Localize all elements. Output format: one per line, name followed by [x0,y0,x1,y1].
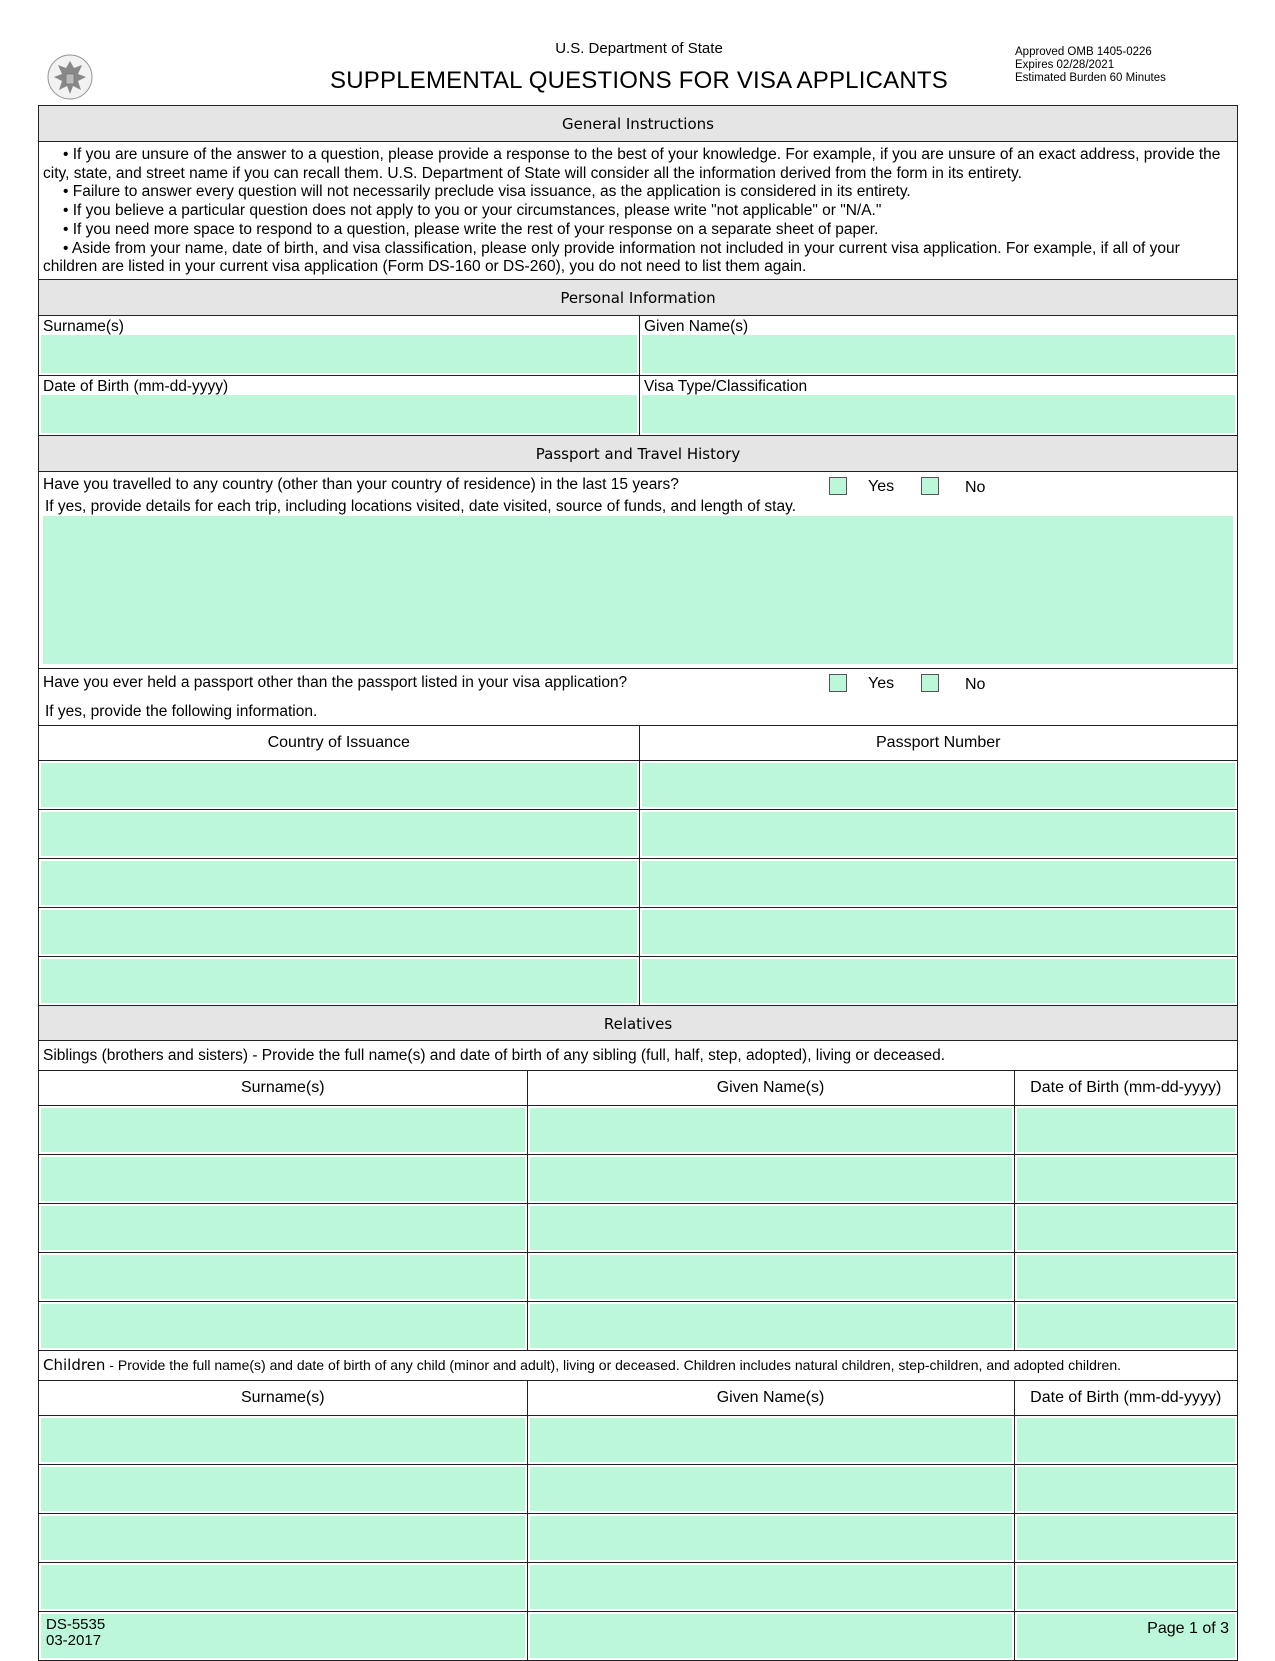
form-title: SUPPLEMENTAL QUESTIONS FOR VISA APPLICANTS [330,67,948,94]
col-surname: Surname(s) [39,1381,527,1416]
col-country-of-issuance: Country of Issuance [39,726,639,761]
passport-sub-instruction: If yes, provide the following information. [39,699,1237,726]
col-surname: Surname(s) [39,1071,527,1106]
passport-question-text: Have you ever held a passport other than the passport listed in your visa application? [43,673,628,691]
form-id: DS-5535 [46,1616,106,1633]
instruction-item: • If you are unsure of the answer to a question, please provide a response to the best of your knowledge. For example, if you are unsure of an exact address, provide the city, state, and street name if you can recall them. U.S. Department of State will consider all the information derived from the form in its entirety. [43,146,1221,182]
instruction-item: • Failure to answer every question will not necessarily preclude visa issuance, as the application is considered in its entirety. [63,183,911,201]
omb-info [1015,46,1166,85]
travel-yes-label: Yes [868,477,895,495]
section-personal-information: Personal Information [39,280,1237,316]
table-row [39,858,1237,907]
section-passport-travel: Passport and Travel History [39,436,1237,472]
table-row [39,760,1237,809]
given-name-cell [639,316,1237,375]
sibling-given-name-field[interactable] [530,1157,1012,1201]
sibling-surname-field[interactable] [41,1255,525,1299]
travel-sub-instruction: If yes, provide details for each trip, including locations visited, date visited, source of funds, and length of stay. [45,497,797,515]
passport-table [39,726,1237,1005]
child-given-name-field[interactable] [530,1418,1012,1462]
visa-type-field[interactable] [642,395,1235,433]
country-field[interactable] [41,861,637,905]
instructions-list [39,142,1237,280]
col-date-of-birth: Date of Birth (mm-dd-yyyy) [1014,1381,1237,1416]
passport-number-field[interactable] [642,763,1236,807]
child-given-name-field[interactable] [530,1614,1012,1658]
travel-yes-checkbox[interactable] [829,477,847,495]
dob-label: Date of Birth (mm-dd-yyyy) [43,377,229,395]
surname-cell [39,316,639,375]
children-lead: Children [43,1355,106,1374]
table-row [39,907,1237,956]
children-note: - Provide the full name(s) and date of birth of any child (minor and adult), living or deceased. Children includes natural children, step-children, and adopted children. [105,1356,1121,1373]
dob-field[interactable] [41,395,637,433]
travel-no-checkbox[interactable] [921,477,939,495]
table-row [39,1301,1237,1350]
table-row [39,1513,1237,1562]
dob-cell [39,376,639,435]
instruction-item: • If you believe a particular question does not apply to you or your circumstances, please write "not applicable" or "N/A." [63,202,882,220]
col-given-name: Given Name(s) [527,1071,1014,1106]
country-field[interactable] [41,763,637,807]
travel-details-field[interactable] [43,516,1233,664]
section-general-instructions: General Instructions [39,106,1237,142]
instruction-item: • Aside from your name, date of birth, and visa classification, please only provide information not included in your current visa application. For example, if all of your children are listed in your current visa application (Form DS-160 or DS-260), you do not need to list them again. [43,239,1180,276]
page-number: Page 1 of 3 [1147,1620,1229,1637]
sibling-surname-field[interactable] [41,1206,525,1250]
sibling-surname-field[interactable] [41,1304,525,1348]
country-field[interactable] [41,910,637,954]
passport-yes-checkbox[interactable] [829,674,847,692]
passport-no-label: No [965,675,986,693]
sibling-given-name-field[interactable] [530,1206,1012,1250]
child-surname-field[interactable] [41,1565,525,1609]
passport-number-field[interactable] [642,812,1236,856]
sibling-dob-field[interactable] [1017,1157,1236,1201]
country-field[interactable] [41,812,637,856]
sibling-dob-field[interactable] [1017,1206,1236,1250]
travel-question-text: Have you travelled to any country (other than your country of residence) in the last 15 years? [43,475,679,493]
table-header-row [39,726,1237,761]
passport-no-checkbox[interactable] [921,674,939,692]
table-row [39,1203,1237,1252]
section-relatives: Relatives [39,1005,1237,1041]
table-row [39,1105,1237,1154]
passport-yes-label: Yes [868,674,895,692]
department-name: U.S. Department of State [555,40,723,57]
visa-type-cell [639,376,1237,435]
name-row [39,316,1237,376]
child-surname-field[interactable] [41,1614,525,1658]
sibling-dob-field[interactable] [1017,1108,1236,1152]
table-row [39,809,1237,858]
passport-number-field[interactable] [642,959,1236,1003]
given-name-label: Given Name(s) [644,317,749,335]
table-row [39,1154,1237,1203]
table-row [39,1252,1237,1301]
col-date-of-birth: Date of Birth (mm-dd-yyyy) [1014,1071,1237,1106]
passport-number-field[interactable] [642,861,1236,905]
surname-label: Surname(s) [43,317,124,335]
travel-question [39,472,1237,496]
table-row [39,956,1237,1005]
omb-expiry: Expires 02/28/2021 [1015,59,1115,71]
sibling-dob-field[interactable] [1017,1255,1236,1299]
birth-visa-row [39,376,1237,436]
given-name-field[interactable] [642,335,1235,373]
child-dob-field[interactable] [1017,1516,1236,1560]
omb-approval: Approved OMB 1405-0226 [1015,46,1152,58]
department-seal-icon [46,52,94,102]
child-dob-field[interactable] [1017,1565,1236,1609]
passport-question [39,669,1237,699]
sibling-given-name-field[interactable] [530,1108,1012,1152]
surname-field[interactable] [41,335,637,373]
table-row [39,1562,1237,1611]
children-instruction [39,1350,1237,1381]
child-given-name-field[interactable] [530,1565,1012,1609]
visa-type-label: Visa Type/Classification [644,377,808,395]
child-surname-field[interactable] [41,1418,525,1462]
children-table [39,1381,1237,1660]
table-row [39,1464,1237,1513]
siblings-instruction: Siblings (brothers and sisters) - Provide the full name(s) and date of birth of any sibling (full, half, step, adopted), living or deceased. [39,1041,1237,1071]
table-row [39,1415,1237,1464]
omb-burden: Estimated Burden 60 Minutes [1015,72,1166,84]
sibling-given-name-field[interactable] [530,1304,1012,1348]
form-body [38,105,1238,1661]
form-number [46,1617,105,1649]
child-surname-field[interactable] [41,1516,525,1560]
passport-number-field[interactable] [642,910,1236,954]
table-row [39,1611,1237,1660]
col-passport-number: Passport Number [639,726,1237,761]
child-dob-field[interactable] [1017,1418,1236,1462]
child-surname-field[interactable] [41,1467,525,1511]
sibling-dob-field[interactable] [1017,1304,1236,1348]
country-field[interactable] [41,959,637,1003]
col-given-name: Given Name(s) [527,1381,1014,1416]
instruction-item: • If you need more space to respond to a question, please write the rest of your response on a separate sheet of paper. [63,220,879,238]
sibling-surname-field[interactable] [41,1108,525,1152]
table-header-row [39,1071,1237,1106]
sibling-given-name-field[interactable] [530,1255,1012,1299]
child-given-name-field[interactable] [530,1467,1012,1511]
siblings-table [39,1071,1237,1350]
sibling-surname-field[interactable] [41,1157,525,1201]
form-revision-date: 03-2017 [46,1632,102,1649]
travel-no-label: No [965,478,986,496]
table-header-row [39,1381,1237,1416]
child-dob-field[interactable] [1017,1467,1236,1511]
child-given-name-field[interactable] [530,1516,1012,1560]
